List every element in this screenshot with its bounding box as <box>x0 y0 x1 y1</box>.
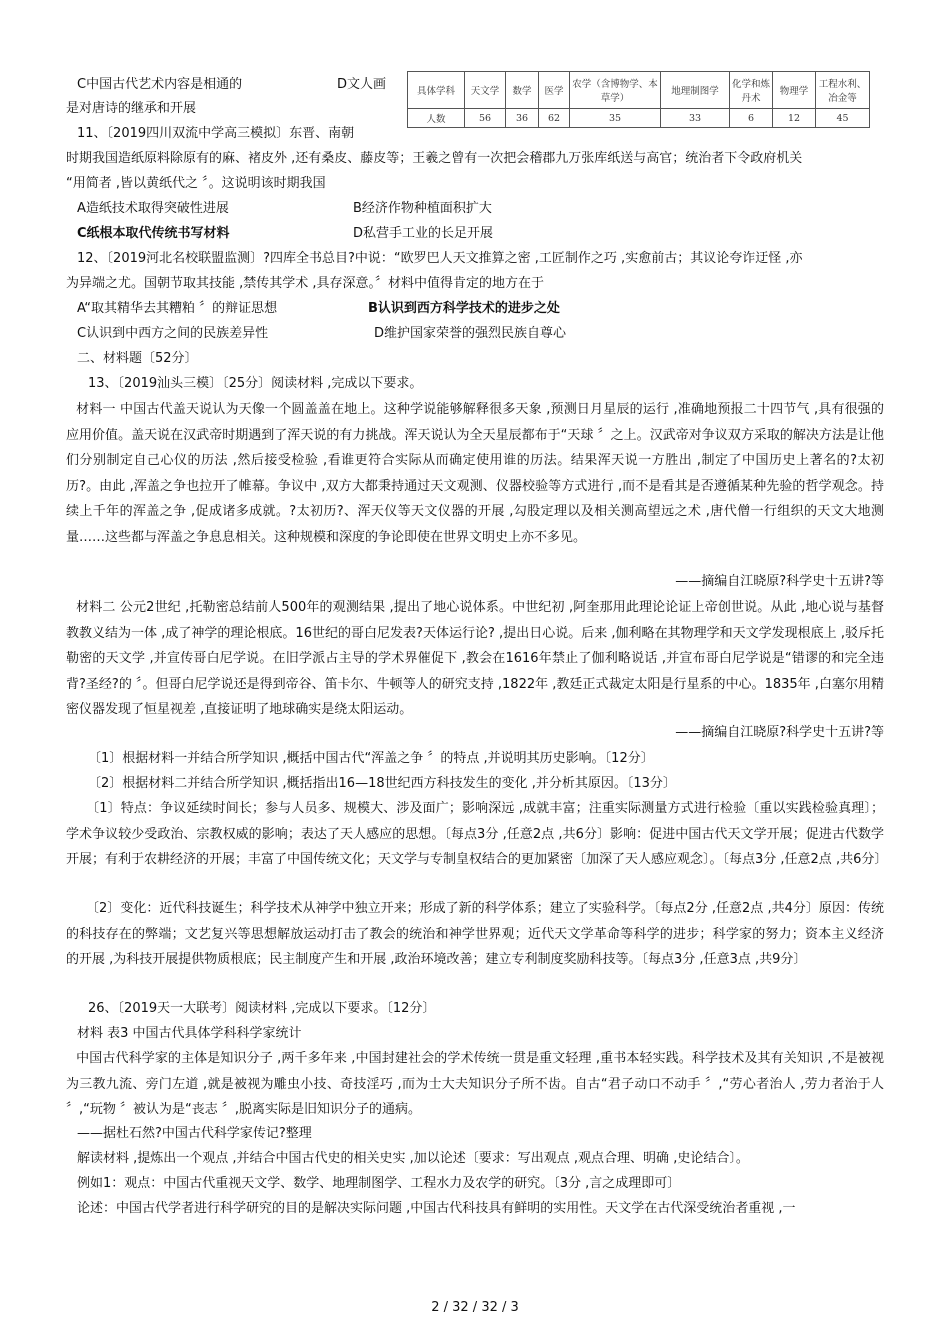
q26-argument: 论述：中国古代学者进行科学研究的目的是解决实际问题 ,中国古代科技具有鲜明的实用性。天文学在古代深受统治者重视 ,一 <box>77 1201 796 1216</box>
q12-option-b-answer: B认识到西方科学技术的进步之处 <box>368 301 560 316</box>
q26-source: ——据杜石然?中国古代科学家传记?整理 <box>77 1126 312 1141</box>
table-header-row <box>408 72 870 109</box>
q26-material <box>66 1046 884 1123</box>
q11-option-d: D私营手工业的长足开展 <box>353 226 494 241</box>
q26-material-text: 中国古代科学家的主体是知识分子 ,两千多年来 ,中国封建社会的学术传统一贯是重文轻理 ,重书本轻实践。科学技术及其有关知识 ,不是被视为三教九流、旁门左道 ,就是被视为雕虫小技、奇技淫巧 ,而为士大夫知识分子所不齿。自古“君子动口不动手 〞,“劳心者治人 ,劳力者治于人 〞,“玩物 〞被认为是“丧志 〞,脱离实际是旧知识分子的通病。 <box>66 1051 884 1118</box>
q13-answer-2 <box>66 896 884 973</box>
table-row <box>408 109 870 128</box>
q12-stem-line2: 为异端之尤。国朝节取其技能 ,禁传其学术 ,具存深意。〞材料中值得肯定的地方在于 <box>66 276 545 291</box>
table-header-cell: 数学 <box>506 72 539 109</box>
table-cell: 6 <box>730 109 773 128</box>
material-two <box>66 595 884 723</box>
table-header-cell: 农学（含博物学、本草学） <box>570 72 661 109</box>
table-header-cell: 地理制图学 <box>661 72 730 109</box>
q13-requirement-2: 〔2〕根据材料二并结合所学知识 ,概括指出16—18世纪西方科技发生的变化 ,并分析其原因。〔13分〕 <box>88 776 676 791</box>
table-cell: 45 <box>816 109 870 128</box>
q10-option-d-cont: 是对唐诗的继承和开展 <box>66 101 197 116</box>
scientist-statistics-table <box>407 71 870 128</box>
table-header-cell: 天文学 <box>465 72 506 109</box>
q26-material-caption: 材料 表3 中国古代具体学科科学家统计 <box>77 1026 302 1041</box>
q11-stem-line1: 11、〔2019四川双流中学高三模拟〕东晋、南朝 <box>77 126 355 141</box>
q10-option-d: D文人画 <box>337 77 387 92</box>
section-title: 二、材料题〔52分〕 <box>77 351 198 366</box>
q26-requirement: 解读材料 ,提炼出一个观点 ,并结合中国古代史的相关史实 ,加以论述〔要求：写出观点 ,观点合理、明确 ,史论结合〕。 <box>77 1151 749 1166</box>
table-cell: 35 <box>570 109 661 128</box>
q13-answer-1-text: 〔1〕特点：争议延续时间长；参与人员多、规模大、涉及面广；影响深远 ,成就丰富；注重实际测量方式进行检验〔重以实践检验真理〕；学术争议较少受政治、宗教权威的影响；表达了天人感应的思想。〔每点3分 ,任意2点 ,共6分〕影响：促进中国古代天文学开展；促进古代数学开展；有利于农耕经济的开展；丰富了中国传统文化；天文学与专制皇权结合的更加紧密〔加深了天人感应观念〕。〔每点3分 ,任意2点 ,共6分〕 <box>66 801 888 868</box>
q13-title: 13、〔2019汕头三模〕〔25分〕阅读材料 ,完成以下要求。 <box>88 376 423 391</box>
q12-stem-line1: 12、〔2019河北名校联盟监测〕?四库全书总目?中说：“欧罗巴人天文推算之密 ,工匠制作之巧 ,实愈前古；其议论夸诈迂怪 ,亦 <box>77 251 803 266</box>
page-number: 2 / 32 / 32 / 3 <box>431 1300 519 1315</box>
q11-option-b: B经济作物种植面积扩大 <box>353 201 492 216</box>
table-header-cell: 物理学 <box>773 72 816 109</box>
q26-example: 例如1：观点：中国古代重视天文学、数学、地理制图学、工程水力及农学的研究。〔3分 ,言之成理即可〕 <box>77 1176 681 1191</box>
q11-stem-line2: 时期我国造纸原料除原有的麻、褚皮外 ,还有桑皮、藤皮等；王羲之曾有一次把会稽郡九万张库纸送与高官；统治者下令政府机关 <box>66 151 803 166</box>
table-cell: 36 <box>506 109 539 128</box>
q12-option-a: A“取其精华去其糟粕 〞的辩证思想 <box>77 301 278 316</box>
q13-requirement-1: 〔1〕根据材料一并结合所学知识 ,概括中国古代“浑盖之争 〞的特点 ,并说明其历史影响。〔12分〕 <box>88 751 654 766</box>
material-one-source: ——摘编自江晓原?科学史十五讲?等 <box>675 574 884 589</box>
table-cell: 33 <box>661 109 730 128</box>
table-header-cell: 化学和炼丹术 <box>730 72 773 109</box>
table-cell: 62 <box>539 109 570 128</box>
q13-answer-2-text: 〔2〕变化：近代科技诞生；科学技术从神学中独立开来；形成了新的科学体系；建立了实验科学。〔每点2分 ,任意2点 ,共4分〕原因：传统的科技存在的弊端；文艺复兴等思想解放运动打击了教会的统治和神学世界观；近代天文学革命等科学的进步；科学家的努力；资本主义经济的开展 ,为科技开展提供物质根底；民主制度产生和开展 ,政治环境改善；建立专利制度奖励科技等。〔每点3分 ,任意3点 ,共9分〕 <box>66 901 884 968</box>
q10-option-c: C中国古代艺术内容是相通的 <box>77 77 243 92</box>
table-header-cell: 具体学科 <box>408 72 465 109</box>
q12-option-c: C认识到中西方之间的民族差异性 <box>77 326 269 341</box>
material-one-text: 材料一 中国古代盖天说认为天像一个圆盖盖在地上。这种学说能够解释很多天象 ,预测日月星辰的运行 ,准确地预报二十四节气 ,具有很强的应用价值。盖天说在汉武帝时期遇到了浑天说的有力挑战。浑天说认为全天星辰都布于“天球 〞之上。汉武帝对争议双方采取的解决方法是让他们分别制定自己心仪的历法 ,然后接受检验 ,看谁更符合实际从而确定使用谁的历法。结果浑天说一方胜出 ,制定了中国历史上著名的?太初历?。由此 ,浑盖之争也拉开了帷幕。争议中 ,双方大都秉持通过天文观测、仪器校验等方式进行 ,而不是看其是否遵循某种先验的哲学观念。持续上千年的浑盖之争 ,促成诸多成就。?太初历?、浑天仪等天文仪器的开展 ,勾股定理以及相关测高望远之术 ,唐代僧一行组织的天文大地测量……这些都与浑盖之争息息相关。这种规模和深度的争论即使在世界文明史上亦不多见。 <box>66 402 884 545</box>
material-two-source: ——摘编自江晓原?科学史十五讲?等 <box>675 725 884 740</box>
q11-option-c-answer: C纸根本取代传统书写材料 <box>77 226 230 241</box>
q12-option-d: D维护国家荣誉的强烈民族自尊心 <box>374 326 567 341</box>
q26-title: 26、〔2019天一大联考〕阅读材料 ,完成以下要求。〔12分〕 <box>88 1001 436 1016</box>
table-cell: 56 <box>465 109 506 128</box>
q13-answer-1 <box>66 796 888 873</box>
table-header-cell: 医学 <box>539 72 570 109</box>
q11-option-a: A造纸技术取得突破性进展 <box>77 201 229 216</box>
table-cell: 人数 <box>408 109 465 128</box>
material-one <box>66 397 884 551</box>
q11-stem-line3: “用简者 ,皆以黄纸代之 〞。这说明该时期我国 <box>66 176 326 191</box>
table-header-cell: 工程水利、冶金等 <box>816 72 870 109</box>
material-two-text: 材料二 公元2世纪 ,托勒密总结前人500年的观测结果 ,提出了地心说体系。中世纪初 ,阿奎那用此理论论证上帝创世说。从此 ,地心说与基督教教义结为一体 ,成了神学的理论根底。16世纪的哥白尼发表?天体运行论? ,提出日心说。后来 ,伽利略在其物理学和天文学发现根底上 ,驳斥托勒密的天文学 ,并宣传哥白尼学说。在旧学派占主导的学术界催促下 ,教会在1616年禁止了伽利略说话 ,并宣布哥白尼学说是“错谬的和完全违背?圣经?的 〞。但哥白尼学说还是得到帝谷、笛卡尔、牛顿等人的研究支持 ,1822年 ,教廷正式裁定太阳是行星系的中心。1835年 ,白塞尔用精密仪器发现了恒星视差 ,直接证明了地球确实是绕太阳运动。 <box>66 600 884 718</box>
table-cell: 12 <box>773 109 816 128</box>
